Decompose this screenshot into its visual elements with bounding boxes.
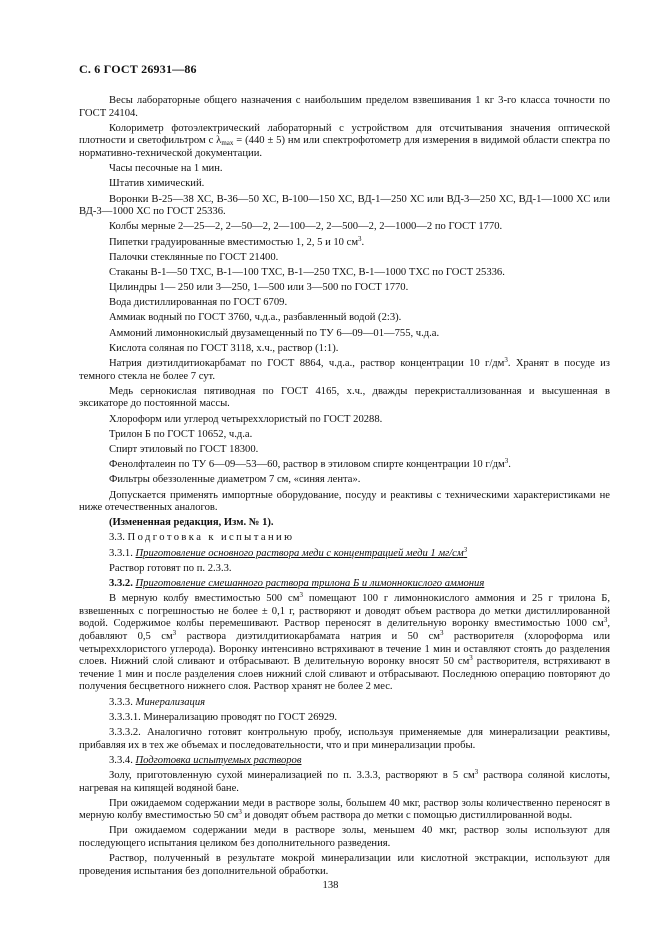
paragraph-stand: Штатив химический.: [109, 178, 205, 190]
paragraph-rods: Палочки стеклянные по ГОСТ 21400.: [109, 251, 279, 263]
superscript: 3: [469, 654, 473, 663]
text: раствора диэтилдитиокарбамата натрия и 50 см: [176, 631, 440, 642]
page-number: 138: [322, 880, 339, 891]
paragraph-3-3-3-1: 3.3.3.1. Минерализацию проводят по ГОСТ 26929.: [109, 711, 338, 723]
subsection-3-3-3-heading: [79, 697, 610, 710]
paragraph-chloroform: Хлороформ или углерод четыреххлористый по ГОСТ 20288.: [109, 413, 383, 425]
paragraph-dtc: [79, 358, 610, 383]
paragraph-hcl: Кислота соляная по ГОСТ 3118, х.ч., раствор (1:1).: [109, 342, 339, 354]
text: Натрия диэтилдитиокарбамат по ГОСТ 8864, ч.д.а., раствор концентрации 10 г/дм: [109, 358, 505, 369]
paragraph-3-3-4-wet: Раствор, полученный в результате мокрой минерализации или кислотной экстракции, используют для проведения испытания без дополнительной обработки.: [79, 853, 610, 877]
superscript: 3: [299, 591, 303, 600]
paragraph-flasks: Колбы мерные 2—25—2, 2—50—2, 2—100—2, 2—500—2, 2—1000—2 по ГОСТ 1770.: [109, 221, 503, 233]
paragraph-colorimeter: [79, 123, 610, 161]
document-body: [79, 95, 610, 881]
text: .: [361, 236, 365, 248]
paragraph-filters: Фильтры обеззоленные диаметром 7 см, «синяя лента».: [109, 474, 361, 486]
text: . Хранят в посуде из темного стекла не более 7 сут.: [79, 358, 610, 382]
text: При ожидаемом содержании меди в растворе золы, большем 40 мкг, раствор золы количественно переносят в мерную колбу вместимостью 50 см: [79, 797, 610, 822]
section-number: 3.3.3.: [109, 696, 133, 708]
section-number: 3.3.2.: [109, 578, 133, 590]
section-number: 3.3.4.: [109, 754, 133, 766]
subscript: max: [221, 139, 234, 148]
text: Колориметр фотоэлектрический лабораторный с устройством для отсчитывания значения оптической плотности и светофильтром с λ: [79, 122, 610, 147]
paragraph-water: Вода дистиллированная по ГОСТ 6709.: [109, 297, 288, 309]
superscript: 3: [172, 629, 177, 637]
section-number: 3.3.1.: [109, 547, 133, 559]
paragraph-pipettes: [79, 234, 610, 250]
paragraph-cuso4: Медь сернокислая пятиводная по ГОСТ 4165, х.ч., дважды перекристаллизованная и высушенная в эксикаторе до постоянной массы.: [79, 385, 610, 410]
superscript: 3: [504, 457, 509, 466]
text: раствора соляной кислоты, нагревая на кипящей водяной бане.: [79, 769, 610, 794]
text: .: [508, 459, 511, 471]
text: помещают 100 г лимоннокислого аммония и 25 г трилона Б, взвешенных с погрешностью не более ± 0,1 г, растворяют и доводят объем раствора до метки дистиллированной водой. Содержимое колбы перемешивают. Раствор переносят в делительную воронку вместимостью 1000 см: [79, 593, 610, 630]
subsection-title: Приготовление смешанного раствора трилона Б и лимоннокислого аммония: [135, 578, 485, 590]
paragraph-balance: Весы лабораторные общего назначения с наибольшим пределом взвешивания 1 кг 3-го класса точности по ГОСТ 24104.: [79, 95, 610, 119]
paragraph-ethanol: Спирт этиловый по ГОСТ 18300.: [109, 443, 259, 455]
superscript: 3: [603, 616, 608, 625]
text: = (440 ± 5) нм или спектрофотометр для измерения в видимой области спектра по нормативно-технической документации.: [79, 135, 610, 159]
paragraph-3-3-2: [79, 593, 610, 694]
text: Приготовление основного раствора меди с концентрацией меди 1 мг/см: [135, 547, 464, 559]
subsection-3-3-1-heading: [79, 545, 610, 561]
text: , добавляют 0,5 см: [79, 618, 610, 642]
revision-note: (Измененная редакция, Изм. № 1).: [109, 517, 274, 529]
superscript: 3: [474, 767, 479, 776]
paragraph-beakers: Стаканы В-1—50 ТХС, В-1—100 ТХС, В-1—250 ТХС, В-1—1000 ТХС по ГОСТ 25336.: [109, 266, 505, 278]
text: Золу, приготовленную сухой минерализацией по п. 3.3.3, растворяют в 5 см: [109, 769, 475, 781]
superscript: 3: [238, 808, 242, 817]
paragraph-hourglass: Часы песочные на 1 мин.: [109, 163, 223, 175]
paragraph-imports: Допускается применять импортные оборудование, посуду и реактивы с техническими характеристиками не ниже отечественных аналогов.: [79, 489, 610, 514]
subsection-title: Подготовка испытуемых растворов: [135, 754, 302, 766]
superscript: 3: [463, 545, 468, 554]
text: Пипетки градуированные вместимостью 1, 2, 5 и 10 см: [109, 236, 359, 248]
paragraph-3-3-4-ash: [79, 767, 610, 795]
paragraph-3-3-4-low: При ожидаемом содержании меди в растворе золы, меньшем 40 мкг, раствор золы используют для последующего испытания целиком без дополнительного разведения.: [79, 825, 610, 850]
subsection-title: Минерализация: [135, 696, 206, 708]
subsection-3-3-2-heading: [79, 578, 610, 591]
paragraph-citrate: Аммоний лимоннокислый двузамещенный по ТУ 6—09—01—755, ч.д.а.: [109, 327, 440, 339]
superscript: 3: [440, 629, 444, 637]
paragraph-ammonia: Аммиак водный по ГОСТ 3760, ч.д.а., разбавленный водой (2:3).: [109, 312, 402, 324]
paragraph-trilon: Трилон Б по ГОСТ 10652, ч.д.а.: [109, 428, 253, 440]
paragraph-3-3-3-2: 3.3.3.2. Аналогично готовят контрольную пробу, используя применяемые для минерализации реактивы, прибавляя их в тех же объемах и последовательности, что и при минерализации пробы.: [79, 726, 610, 751]
superscript: 3: [358, 234, 362, 243]
paragraph-cylinders: Цилиндры 1— 250 или 3—250, 1—500 или 3—500 по ГОСТ 1770.: [109, 282, 409, 294]
subsection-3-3-4-heading: [79, 755, 610, 768]
page-header: С. 6 ГОСТ 26931—86: [79, 62, 197, 76]
paragraph-3-3-4-high: [79, 798, 610, 823]
paragraph-phenolphthalein: [79, 459, 610, 472]
text: и доводят объем раствора до метки с помощью дистиллированной воды.: [241, 810, 573, 822]
paragraph-3-3-1: Раствор готовят по п. 2.3.3.: [109, 562, 232, 574]
subsection-title: [135, 545, 468, 559]
section-number: 3.3.: [109, 532, 125, 544]
text: Фенолфталеин по ТУ 6—09—53—60, раствор в этиловом спирте концентрации 10 г/дм: [109, 459, 505, 471]
section-title: Подготовка к испытанию: [127, 532, 295, 544]
paragraph-funnels: Воронки В-25—38 ХС, В-36—50 ХС, В-100—150 ХС, ВД-1—250 ХС или ВД-3—250 ХС, ВД-1—1000 ХС или ВД-3—1000 ХС по ГОСТ 25336.: [79, 193, 610, 218]
text: растворителя (хлороформа или четыреххлористого углерода). Воронку интенсивно встряхивают в течение 1 мин и оставляют стоять до разделения слоев. Нижний слой сливают и отбрасывают. В делительную воронку вносят 50 см: [79, 631, 610, 668]
text: растворителя, встряхивают в течение 1 мин и после разделения слоев нижний слой сливают и отбрасывают. Последнюю операцию повторяют до получения бесцветного нижнего слоя. Раствор хранят не более 2 мес.: [79, 656, 610, 693]
section-heading-3-3: [79, 532, 610, 545]
superscript: 3: [504, 356, 508, 364]
text: В мерную колбу вместимостью 500 см: [109, 593, 300, 605]
